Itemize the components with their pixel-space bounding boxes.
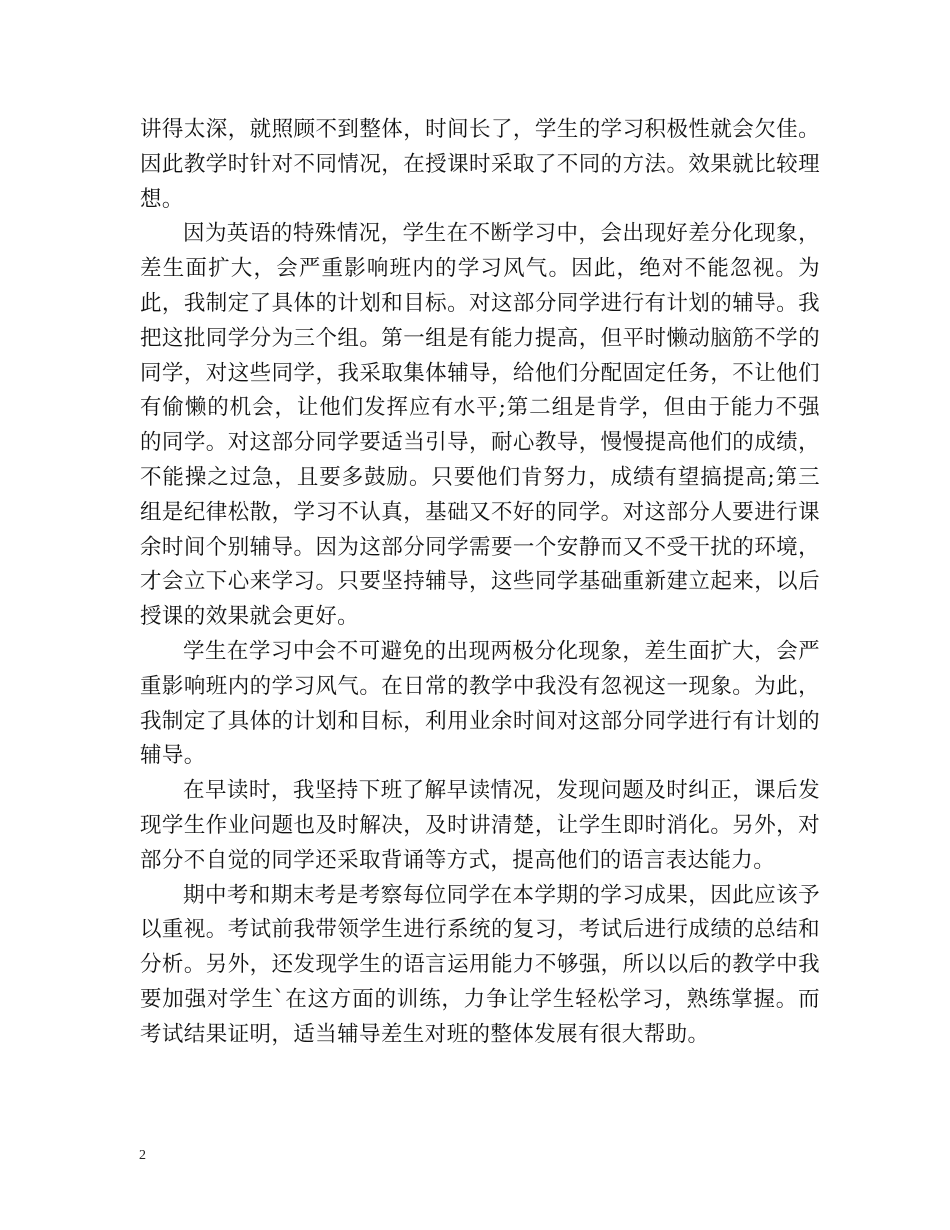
paragraph-4: 在早读时，我坚持下班了解早读情况，发现问题及时纠正，课后发现学生作业问题也及时解决，及时讲清楚，让学生即时消化。另外，对部分不自觉的同学还采取背诵等方式，提高他们的语言表达能力。 (140, 778, 820, 873)
paragraph-5: 期中考和期末考是考察每位同学在本学期的学习成果，因此应该予以重视。考试前我带领学生进行系统的复习，考试后进行成绩的总结和分析。另外，还发现学生的语言运用能力不够强，所以以后的教学中我要加强对学生`在这方面的训练，力争让学生轻松学习，熟练掌握。而考试结果证明，适当辅导差生对班的整体发展有很大帮助。 (140, 882, 820, 1047)
page-number: 2 (139, 1148, 146, 1163)
paragraph-1: 讲得太深，就照顾不到整体，时间长了，学生的学习积极性就会欠佳。因此教学时针对不同情况，在授课时采取了不同的方法。效果就比较理想。 (140, 117, 820, 212)
document-body (140, 113, 820, 1053)
paragraph-3: 学生在学习中会不可避免的出现两极分化现象，差生面扩大，会严重影响班内的学习风气。在日常的教学中我没有忽视这一现象。为此，我制定了具体的计划和目标，利用业余时间对这部分同学进行有计划的辅导。 (140, 638, 820, 769)
paragraph-2: 因为英语的特殊情况，学生在不断学习中，会出现好差分化现象，差生面扩大，会严重影响班内的学习风气。因此，绝对不能忽视。为此，我制定了具体的计划和目标。对这部分同学进行有计划的辅导。我把这批同学分为三个组。第一组是有能力提高，但平时懒动脑筋不学的同学，对这些同学，我采取集体辅导，给他们分配固定任务，不让他们有偷懒的机会，让他们发挥应有水平;第二组是肯学，但由于能力不强的同学。对这部分同学要适当引导，耐心教导，慢慢提高他们的成绩，不能操之过急，且要多鼓励。只要他们肯努力，成绩有望搞提高;第三组是纪律松散，学习不认真，基础又不好的同学。对这部分人要进行课余时间个别辅导。因为这部分同学需要一个安静而又不受干扰的环境，才会立下心来学习。只要坚持辅导，这些同学基础重新建立起来，以后授课的效果就会更好。 (140, 221, 820, 630)
